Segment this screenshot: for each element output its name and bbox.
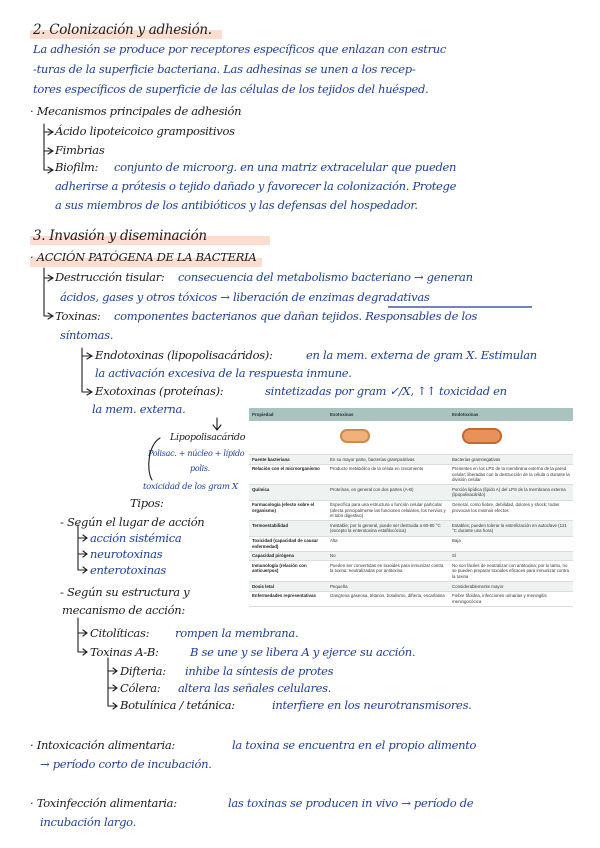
list-heading: - Según su estructura y bbox=[60, 585, 190, 599]
branch-arrow bbox=[44, 268, 53, 319]
list-heading: · Mecanismos principales de adhesión bbox=[30, 104, 242, 118]
list-item-text: síntomas. bbox=[60, 328, 114, 342]
definition-label: · Intoxicación alimentaria: bbox=[30, 738, 175, 752]
section-title: 2. Colonización y adhesión. bbox=[33, 22, 212, 38]
paragraph-line: -turas de la superficie bacteriana. Las adhesinas se unen a los recep- bbox=[33, 62, 416, 76]
table-row: Inmunología (relación con anticuerpos) Pueden ser convertidas en toxoides para inmunizar contra la toxina; neutralizadas por antitoxina No son fáciles de neutralizar con antitoxina; por lo tanto, no se pueden preparar toxoides eficaces para inmunizar contra la toxina bbox=[249, 561, 573, 582]
list-item-label: Difteria: bbox=[120, 664, 166, 678]
list-item-text: consecuencia del metabolismo bacteriano → generan bbox=[178, 270, 473, 284]
list-item-text: sintetizadas por gram ✓/X, ↑↑ toxicidad en bbox=[265, 384, 507, 398]
toxin-comparison-table bbox=[249, 408, 573, 607]
list-item-label: Botulínica / tetánica: bbox=[120, 698, 235, 712]
definition-text: incubación largo. bbox=[40, 815, 136, 829]
definition-text: la toxina se encuentra en el propio alimento bbox=[232, 738, 477, 752]
list-item-label: Exotoxinas (proteínas): bbox=[95, 384, 224, 398]
endotoxin-illustration bbox=[449, 421, 573, 455]
table-row: Enfermedades representativas Gangrena gaseosa, tétanos, botulismo, difteria, escarlatina Fiebre tifoidea, infecciones urinarias y meningitis meningocócica bbox=[249, 591, 573, 606]
table-row: Relación con el microorganismo Producto metabólico de la célula en crecimiento Presentes en los LPS de la membrana externa de la pared celular; liberadas con la destrucción de la célula o durante la división celular bbox=[249, 464, 573, 485]
list-item-text: neurotoxinas bbox=[90, 547, 163, 561]
table-row: Química Proteínas, en general con dos partes (A-B) Porción lipídica (lípido A) del LPS de la membrana externa (lipopolisacárido) bbox=[249, 485, 573, 500]
exotoxin-illustration bbox=[327, 421, 449, 455]
list-heading: mecanismo de acción: bbox=[62, 603, 185, 617]
list-item-text: la activación excesiva de la respuesta inmune. bbox=[95, 366, 352, 380]
list-item: Ácido lipoteicoico grampositivos bbox=[55, 124, 235, 138]
branch-arrow bbox=[108, 658, 117, 709]
list-heading: Tipos: bbox=[130, 496, 164, 510]
column-header: Propiedad bbox=[249, 408, 327, 421]
branch-arrow bbox=[78, 618, 87, 655]
table-row: Fuente bacteriana En su mayor parte, bacterias grampositivas Bacterias gramnegativas bbox=[249, 455, 573, 465]
list-item-label: Toxinas A-B: bbox=[90, 645, 159, 659]
list-item-label: Destrucción tisular: bbox=[55, 270, 165, 284]
table-row: Dosis letal Pequeña Considerablemente mayor bbox=[249, 582, 573, 592]
definition-text: las toxinas se producen in vivo → período de bbox=[228, 796, 474, 810]
table-row: Termoestabilidad Inestable; por lo general, puede ser destruida a 60-80 °C (excepto la enterotoxina estafilocócica) Estables; pueden tolerar la esterilización en autoclave (121 °C durante una hora) bbox=[249, 521, 573, 536]
column-header: Endotoxinas bbox=[449, 408, 573, 421]
list-item-text: ácidos, gases y otros tóxicos → liberación de enzimas degradativas bbox=[60, 290, 430, 304]
table-row: Toxicidad (capacidad de causar enfermedad) Alta Baja bbox=[249, 536, 573, 551]
note-label: Lipopolisacárido bbox=[170, 432, 246, 443]
paragraph-line: tores específicos de superficie de las células de los tejidos del huésped. bbox=[33, 82, 429, 96]
list-item-text: conjunto de microorg. en una matriz extracelular que pueden bbox=[114, 160, 457, 174]
list-item-label: Citolíticas: bbox=[90, 626, 150, 640]
list-item-text: altera las señales celulares. bbox=[178, 681, 332, 695]
list-item-text: enterotoxinas bbox=[90, 563, 167, 577]
list-item-label: Biofilm: bbox=[55, 160, 99, 174]
list-item-label: Endotoxinas (lipopolisacáridos): bbox=[95, 348, 273, 362]
table-row: Capacidad pirógena No Sí bbox=[249, 551, 573, 561]
list-item-text: componentes bacterianos que dañan tejidos. Responsables de los bbox=[114, 309, 478, 323]
branch-arrow bbox=[82, 348, 92, 395]
list-item-text: B se une y se libera A y ejerce su acción. bbox=[190, 645, 416, 659]
subsection-title: · ACCIÓN PATÓGENA DE LA BACTERIA bbox=[30, 250, 257, 264]
list-item-label: Cólera: bbox=[120, 681, 161, 695]
table-row: Farmacología (efecto sobre el organismo) Específica para una estructura o función celular particular (afecta principalmente las funciones celulares, los nervios y el tubo digestivo) General, como fiebre, debilidad, dolores y shock; todas provocan los mismos efectos bbox=[249, 500, 573, 521]
column-header: Exotoxinas bbox=[327, 408, 449, 421]
paragraph-line: La adhesión se produce por receptores específicos que enlazan con estruc bbox=[33, 42, 447, 56]
definition-label: · Toxinfección alimentaria: bbox=[30, 796, 177, 810]
list-item-text: interfiere en los neurotransmisores. bbox=[272, 698, 472, 712]
list-item-label: Toxinas: bbox=[55, 309, 101, 323]
definition-text: → período corto de incubación. bbox=[40, 757, 212, 771]
list-item-text: inhibe la síntesis de protes bbox=[185, 664, 334, 678]
list-item-text: en la mem. externa de gram X. Estimulan bbox=[306, 348, 537, 362]
section-title: 3. Invasión y diseminación bbox=[33, 228, 207, 244]
list-item-text: la mem. externa. bbox=[92, 402, 186, 416]
list-item: Fimbrias bbox=[55, 143, 105, 157]
down-arrow bbox=[213, 418, 221, 430]
list-heading: - Según el lugar de acción bbox=[60, 515, 205, 529]
branch-arrow bbox=[44, 124, 53, 173]
list-item-text: adherirse a prótesis o tejido dañado y favorecer la colonización. Protege bbox=[55, 179, 457, 193]
note-text: toxicidad de los gram X bbox=[143, 482, 238, 492]
list-item-text: rompen la membrana. bbox=[175, 626, 299, 640]
note-text: polis. bbox=[190, 464, 210, 473]
note-text: Polisac. + núcleo + lípido bbox=[148, 449, 245, 458]
branch-arrow bbox=[78, 525, 87, 573]
list-item-text: acción sistémica bbox=[90, 531, 182, 545]
list-item-text: a sus miembros de los antibióticos y las defensas del hospedador. bbox=[55, 198, 418, 212]
bracket bbox=[149, 438, 160, 480]
